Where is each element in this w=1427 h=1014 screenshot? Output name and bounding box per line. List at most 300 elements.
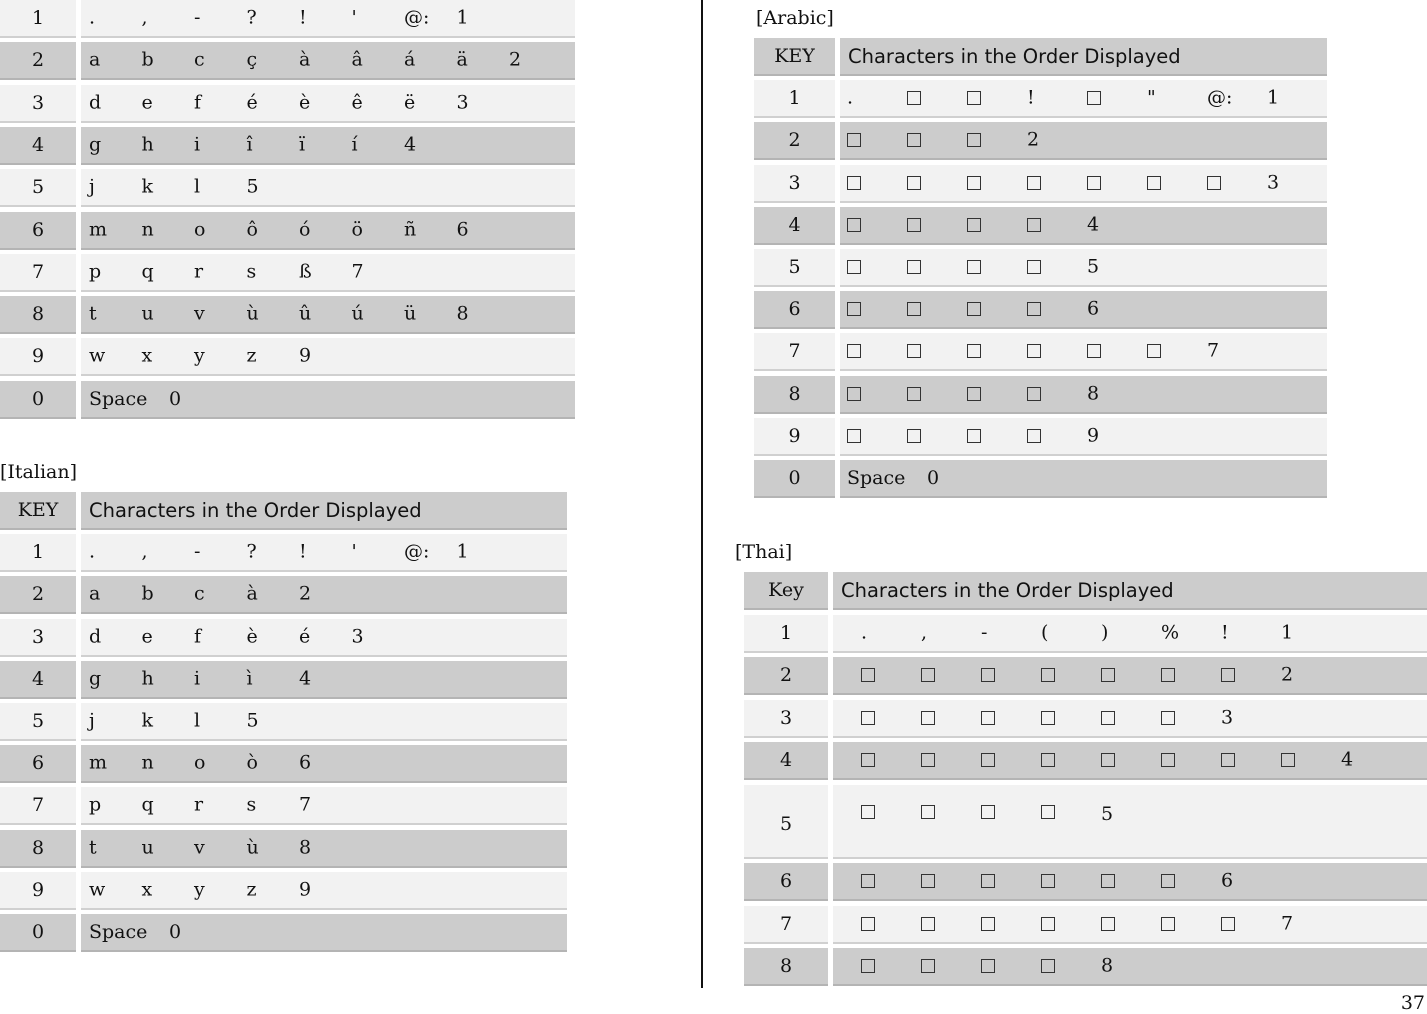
char-glyph: @: xyxy=(404,6,430,29)
row-key: 7 xyxy=(754,333,835,371)
row-characters xyxy=(833,863,1427,901)
table-row xyxy=(0,914,567,952)
placeholder-box-icon xyxy=(1161,874,1175,888)
char-glyph: g xyxy=(89,667,102,690)
table-row xyxy=(0,296,575,334)
char-glyph: 4 xyxy=(299,667,312,690)
char-glyph: . xyxy=(847,86,854,109)
row-characters xyxy=(840,376,1327,414)
char-glyph: . xyxy=(861,621,868,643)
row-key: 1 xyxy=(0,534,76,572)
row-characters xyxy=(840,80,1327,118)
italian-section-title: [Italian] xyxy=(0,461,78,483)
row-key: 0 xyxy=(0,914,76,952)
row-key: 9 xyxy=(754,418,835,456)
placeholder-box-icon xyxy=(847,218,861,232)
char-glyph: ë xyxy=(404,91,416,114)
placeholder-box-icon xyxy=(1087,91,1101,105)
table-row xyxy=(0,745,567,783)
placeholder-box-icon xyxy=(1027,218,1041,232)
char-glyph: h xyxy=(141,133,154,156)
thai-section-title: [Thai] xyxy=(735,541,793,563)
placeholder-box-icon xyxy=(1101,874,1115,888)
row-characters xyxy=(81,212,575,250)
placeholder-box-icon xyxy=(967,133,981,147)
placeholder-box-icon xyxy=(861,805,875,819)
char-glyph: à xyxy=(299,48,311,71)
placeholder-box-icon xyxy=(1221,753,1235,767)
table-row xyxy=(0,619,567,657)
char-glyph: é xyxy=(246,91,258,114)
row-characters xyxy=(81,169,575,207)
table-row xyxy=(754,249,1327,287)
table-row xyxy=(0,576,567,614)
placeholder-box-icon xyxy=(921,917,935,931)
char-glyph: ' xyxy=(351,6,357,29)
space-label: Space xyxy=(847,467,906,489)
placeholder-box-icon xyxy=(847,176,861,190)
char-glyph: ! xyxy=(1027,86,1035,109)
char-glyph: i xyxy=(194,667,201,690)
placeholder-box-icon xyxy=(907,344,921,358)
space-label: Space xyxy=(89,387,148,410)
table-row xyxy=(0,661,567,699)
char-glyph: s xyxy=(246,793,257,816)
placeholder-box-icon xyxy=(1041,874,1055,888)
row-characters xyxy=(833,615,1427,653)
char-glyph: . xyxy=(89,6,96,29)
placeholder-box-icon xyxy=(1027,176,1041,190)
row-characters xyxy=(81,787,567,825)
row-characters xyxy=(81,872,567,910)
row-key: 1 xyxy=(0,0,76,38)
row-key: 8 xyxy=(0,296,76,334)
placeholder-box-icon xyxy=(967,218,981,232)
char-glyph: í xyxy=(351,133,358,156)
placeholder-box-icon xyxy=(1027,302,1041,316)
row-characters xyxy=(833,906,1427,944)
placeholder-box-icon xyxy=(1041,711,1055,725)
char-glyph: c xyxy=(194,582,205,605)
placeholder-box-icon xyxy=(921,668,935,682)
placeholder-box-icon xyxy=(861,874,875,888)
char-glyph: ! xyxy=(299,6,307,29)
row-characters xyxy=(840,207,1327,245)
placeholder-box-icon xyxy=(967,91,981,105)
table-row xyxy=(0,169,575,207)
row-characters xyxy=(81,914,567,952)
placeholder-box-icon xyxy=(907,176,921,190)
char-glyph: ! xyxy=(299,540,307,563)
char-glyph: . xyxy=(89,540,96,563)
header-characters: Characters in the Order Displayed xyxy=(840,38,1327,76)
char-glyph: e xyxy=(141,625,153,648)
table-row xyxy=(0,381,575,419)
placeholder-box-icon xyxy=(847,260,861,274)
table-row xyxy=(0,830,567,868)
char-glyph: v xyxy=(194,836,205,859)
placeholder-box-icon xyxy=(1101,668,1115,682)
row-characters xyxy=(840,122,1327,160)
char-glyph: 0 xyxy=(927,467,940,489)
placeholder-box-icon xyxy=(1027,387,1041,401)
placeholder-box-icon xyxy=(847,387,861,401)
placeholder-box-icon xyxy=(1041,805,1055,819)
placeholder-box-icon xyxy=(1207,176,1221,190)
header-characters: Characters in the Order Displayed xyxy=(81,492,567,530)
char-glyph: , xyxy=(141,540,148,563)
char-glyph: 8 xyxy=(299,836,312,859)
placeholder-box-icon xyxy=(1101,753,1115,767)
row-key: 5 xyxy=(0,703,76,741)
char-glyph: c xyxy=(194,48,205,71)
row-key: 3 xyxy=(0,85,76,123)
char-glyph: , xyxy=(141,6,148,29)
placeholder-box-icon xyxy=(967,302,981,316)
row-characters xyxy=(81,0,575,38)
char-glyph: o xyxy=(194,751,206,774)
char-glyph: è xyxy=(246,625,258,648)
char-glyph: h xyxy=(141,667,154,690)
char-glyph: x xyxy=(141,878,153,901)
row-key: 6 xyxy=(0,745,76,783)
char-glyph: ì xyxy=(246,667,253,690)
placeholder-box-icon xyxy=(981,711,995,725)
char-glyph: 2 xyxy=(1281,663,1294,686)
header-key: KEY xyxy=(0,492,76,530)
char-glyph: l xyxy=(194,709,201,732)
placeholder-box-icon xyxy=(861,917,875,931)
table-header-row xyxy=(744,572,1427,610)
char-glyph: t xyxy=(89,836,97,859)
char-glyph: 4 xyxy=(1087,213,1100,236)
char-glyph: 6 xyxy=(1087,297,1100,320)
char-glyph: m xyxy=(89,218,108,240)
row-characters xyxy=(81,619,567,657)
placeholder-box-icon xyxy=(907,218,921,232)
table-row xyxy=(0,534,567,572)
char-glyph: 2 xyxy=(509,48,522,71)
arabic-section-title: [Arabic] xyxy=(756,7,834,29)
placeholder-box-icon xyxy=(907,302,921,316)
row-key: 6 xyxy=(0,212,76,250)
char-glyph: ñ xyxy=(404,218,417,240)
char-glyph: k xyxy=(141,175,154,198)
table-row xyxy=(0,787,567,825)
row-characters xyxy=(840,165,1327,203)
char-glyph: 5 xyxy=(1087,255,1100,278)
table-row xyxy=(754,460,1327,498)
row-key: 3 xyxy=(0,619,76,657)
arabic-keypad-table xyxy=(754,38,1327,500)
placeholder-box-icon xyxy=(967,344,981,358)
row-characters xyxy=(840,333,1327,371)
placeholder-box-icon xyxy=(921,753,935,767)
char-glyph: 3 xyxy=(1267,171,1280,194)
table-header-row xyxy=(754,38,1327,76)
placeholder-box-icon xyxy=(847,344,861,358)
row-key: 3 xyxy=(744,700,828,738)
placeholder-box-icon xyxy=(981,668,995,682)
char-glyph: z xyxy=(246,878,257,901)
char-glyph: ù xyxy=(246,302,259,325)
placeholder-box-icon xyxy=(921,959,935,973)
char-glyph: i xyxy=(194,133,201,156)
placeholder-box-icon xyxy=(1281,753,1295,767)
char-glyph: 6 xyxy=(299,751,312,774)
row-characters xyxy=(833,657,1427,695)
placeholder-box-icon xyxy=(967,260,981,274)
placeholder-box-icon xyxy=(847,133,861,147)
char-glyph: ï xyxy=(299,133,306,156)
char-glyph: t xyxy=(89,302,97,325)
french-keypad-table xyxy=(0,0,575,420)
row-key: 9 xyxy=(0,872,76,910)
char-glyph: o xyxy=(194,218,206,240)
char-glyph: ú xyxy=(351,302,364,325)
char-glyph: - xyxy=(194,540,201,563)
char-glyph: ê xyxy=(351,91,363,114)
placeholder-box-icon xyxy=(1041,753,1055,767)
char-glyph: k xyxy=(141,709,154,732)
char-glyph: e xyxy=(141,91,153,114)
char-glyph: 1 xyxy=(1281,621,1294,643)
placeholder-box-icon xyxy=(1087,344,1101,358)
row-characters xyxy=(81,381,575,419)
char-glyph: â xyxy=(351,48,363,71)
table-row xyxy=(744,906,1427,944)
char-glyph: 8 xyxy=(1087,382,1100,405)
placeholder-box-icon xyxy=(1027,429,1041,443)
row-key: 4 xyxy=(754,207,835,245)
table-row xyxy=(0,703,567,741)
table-row xyxy=(754,376,1327,414)
row-key: 2 xyxy=(0,576,76,614)
char-glyph: @: xyxy=(1207,86,1233,109)
char-glyph: n xyxy=(141,218,154,240)
row-key: 6 xyxy=(754,291,835,329)
placeholder-box-icon xyxy=(981,959,995,973)
placeholder-box-icon xyxy=(1221,917,1235,931)
char-glyph: y xyxy=(194,878,205,901)
row-key: 5 xyxy=(744,785,828,859)
table-row xyxy=(754,333,1327,371)
table-row xyxy=(744,615,1427,653)
table-row xyxy=(744,948,1427,986)
row-characters xyxy=(833,742,1427,780)
row-key: 1 xyxy=(754,80,835,118)
char-glyph: ô xyxy=(246,218,258,240)
char-glyph: 9 xyxy=(1087,424,1100,447)
placeholder-box-icon xyxy=(981,753,995,767)
char-glyph: ? xyxy=(246,6,257,29)
thai-keypad-table xyxy=(744,572,1427,988)
row-key: 7 xyxy=(0,787,76,825)
char-glyph: á xyxy=(404,48,416,71)
char-glyph: 7 xyxy=(351,260,364,283)
char-glyph: b xyxy=(141,582,154,605)
table-row xyxy=(0,872,567,910)
char-glyph: 4 xyxy=(1341,748,1354,771)
row-characters xyxy=(81,254,575,292)
table-row xyxy=(0,42,575,80)
char-glyph: 9 xyxy=(299,344,312,367)
placeholder-box-icon xyxy=(1041,917,1055,931)
char-glyph: y xyxy=(194,344,205,367)
char-glyph: 2 xyxy=(299,582,312,605)
char-glyph: ä xyxy=(456,48,468,71)
header-key: Key xyxy=(744,572,828,610)
table-row xyxy=(0,127,575,165)
char-glyph: b xyxy=(141,48,154,71)
row-key: 9 xyxy=(0,338,76,376)
row-characters xyxy=(81,42,575,80)
placeholder-box-icon xyxy=(967,387,981,401)
char-glyph: u xyxy=(141,836,154,859)
char-glyph: m xyxy=(89,751,108,774)
table-row xyxy=(744,785,1427,859)
table-row xyxy=(0,85,575,123)
char-glyph: 1 xyxy=(456,6,469,29)
header-characters: Characters in the Order Displayed xyxy=(833,572,1427,610)
table-row xyxy=(744,863,1427,901)
char-glyph: f xyxy=(194,625,202,648)
char-glyph: f xyxy=(194,91,202,114)
char-glyph: j xyxy=(89,709,95,732)
char-glyph: 3 xyxy=(1221,706,1234,728)
row-key: 5 xyxy=(0,169,76,207)
table-header-row xyxy=(0,492,567,530)
placeholder-box-icon xyxy=(1087,176,1101,190)
table-row xyxy=(744,657,1427,695)
row-characters xyxy=(81,127,575,165)
char-glyph: q xyxy=(141,793,154,816)
row-characters xyxy=(840,249,1327,287)
row-key: 2 xyxy=(754,122,835,160)
placeholder-box-icon xyxy=(861,959,875,973)
table-row xyxy=(754,122,1327,160)
char-glyph: ( xyxy=(1041,621,1049,643)
row-key: 4 xyxy=(744,742,828,780)
char-glyph: d xyxy=(89,625,102,648)
placeholder-box-icon xyxy=(1027,344,1041,358)
row-characters xyxy=(81,745,567,783)
row-key: 6 xyxy=(744,863,828,901)
char-glyph: - xyxy=(194,6,201,29)
char-glyph: 8 xyxy=(456,302,469,325)
row-characters xyxy=(840,460,1327,498)
row-characters xyxy=(81,85,575,123)
placeholder-box-icon xyxy=(1101,711,1115,725)
placeholder-box-icon xyxy=(1161,711,1175,725)
page-number: 37 xyxy=(1400,992,1425,1014)
placeholder-box-icon xyxy=(907,260,921,274)
char-glyph: % xyxy=(1161,621,1180,643)
table-row xyxy=(0,338,575,376)
char-glyph: ? xyxy=(246,540,257,563)
placeholder-box-icon xyxy=(907,387,921,401)
char-glyph: g xyxy=(89,133,102,156)
char-glyph: è xyxy=(299,91,311,114)
char-glyph: 0 xyxy=(169,387,182,410)
char-glyph: n xyxy=(141,751,154,774)
char-glyph: s xyxy=(246,260,257,283)
table-row xyxy=(0,254,575,292)
row-key: 4 xyxy=(0,661,76,699)
row-key: 3 xyxy=(754,165,835,203)
italian-keypad-table xyxy=(0,492,567,954)
row-characters xyxy=(840,291,1327,329)
placeholder-box-icon xyxy=(1221,668,1235,682)
row-characters xyxy=(81,534,567,572)
row-characters xyxy=(833,700,1427,738)
placeholder-box-icon xyxy=(1147,176,1161,190)
char-glyph: 1 xyxy=(456,540,469,563)
char-glyph: ' xyxy=(351,540,357,563)
placeholder-box-icon xyxy=(1161,753,1175,767)
char-glyph: 6 xyxy=(456,218,469,240)
char-glyph: " xyxy=(1147,86,1156,109)
char-glyph: w xyxy=(89,878,106,901)
row-characters xyxy=(833,948,1427,986)
placeholder-box-icon xyxy=(921,711,935,725)
row-key: 2 xyxy=(744,657,828,695)
char-glyph: 3 xyxy=(351,625,364,648)
char-glyph: v xyxy=(194,302,205,325)
placeholder-box-icon xyxy=(1027,260,1041,274)
char-glyph: j xyxy=(89,175,95,198)
char-glyph: a xyxy=(89,582,101,605)
char-glyph: x xyxy=(141,344,153,367)
placeholder-box-icon xyxy=(1041,959,1055,973)
row-key: 2 xyxy=(0,42,76,80)
char-glyph: l xyxy=(194,175,201,198)
placeholder-box-icon xyxy=(967,429,981,443)
placeholder-box-icon xyxy=(847,429,861,443)
row-key: 0 xyxy=(0,381,76,419)
placeholder-box-icon xyxy=(1147,344,1161,358)
char-glyph: 5 xyxy=(246,709,259,732)
row-characters xyxy=(840,418,1327,456)
placeholder-box-icon xyxy=(907,133,921,147)
char-glyph: 3 xyxy=(456,91,469,114)
char-glyph: 7 xyxy=(1281,912,1294,934)
row-key: 8 xyxy=(744,948,828,986)
row-key: 5 xyxy=(754,249,835,287)
table-row xyxy=(754,80,1327,118)
space-label: Space xyxy=(89,921,148,943)
placeholder-box-icon xyxy=(861,711,875,725)
char-glyph: ß xyxy=(299,260,312,283)
char-glyph: 7 xyxy=(1207,339,1220,362)
placeholder-box-icon xyxy=(1161,668,1175,682)
placeholder-box-icon xyxy=(981,805,995,819)
char-glyph: 4 xyxy=(404,133,417,156)
char-glyph: 5 xyxy=(1101,802,1114,825)
placeholder-box-icon xyxy=(981,917,995,931)
char-glyph: ) xyxy=(1101,621,1109,643)
row-key: 7 xyxy=(0,254,76,292)
column-divider xyxy=(701,0,703,988)
row-characters xyxy=(833,785,1427,859)
char-glyph: ! xyxy=(1221,621,1229,643)
char-glyph: 7 xyxy=(299,793,312,816)
placeholder-box-icon xyxy=(1041,668,1055,682)
char-glyph: w xyxy=(89,344,106,367)
char-glyph: a xyxy=(89,48,101,71)
char-glyph: ó xyxy=(299,218,311,240)
char-glyph: ò xyxy=(246,751,258,774)
